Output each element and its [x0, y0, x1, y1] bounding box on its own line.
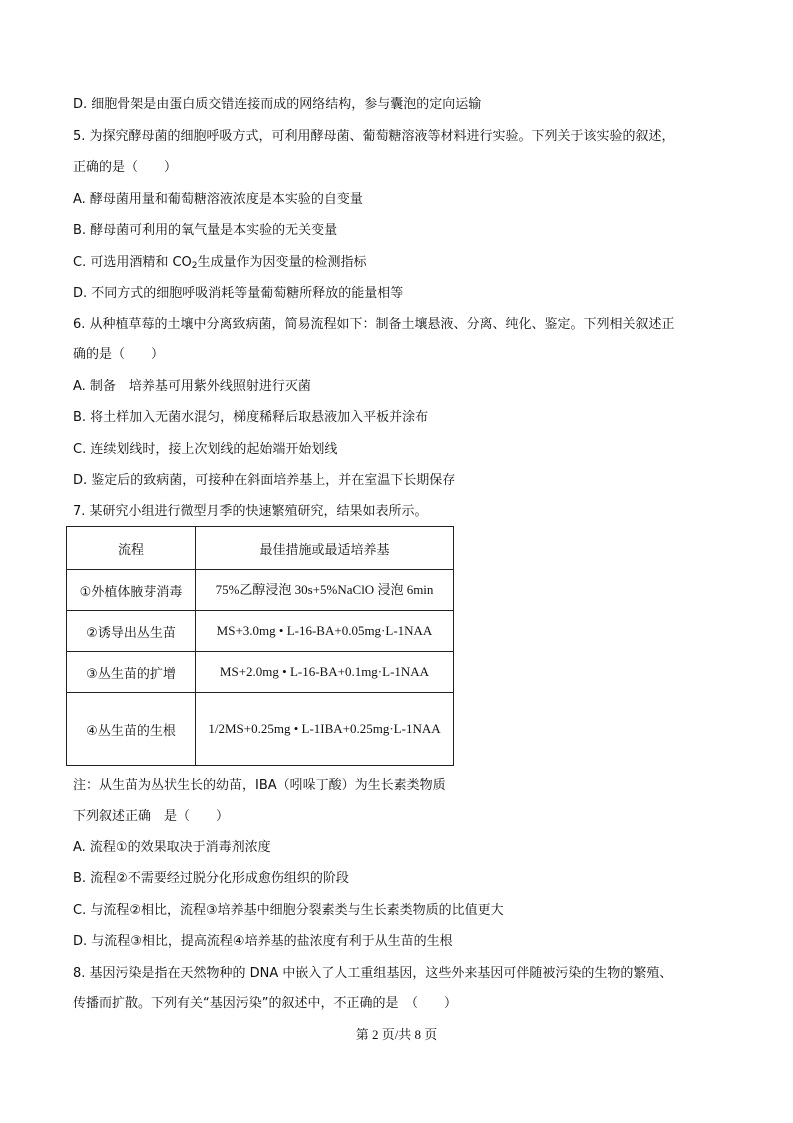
question-8-stem: 8. 基因污染是指在天然物种的 DNA 中嵌入了人工重组基因，这些外来基因可伴随被污染的生物的繁殖、: [73, 966, 673, 981]
question-5-stem: 5. 为探究酵母菌的细胞呼吸方式，可利用酵母菌、葡萄糖溶液等材料进行实验。下列关于该实验的叙述，: [73, 129, 675, 144]
question-7-stem: 7. 某研究小组进行微型月季的快速繁殖研究，结果如表所示。: [73, 504, 428, 519]
table-row: [67, 652, 454, 693]
question-5-stem-cont: 正确的是（ ）: [73, 160, 178, 175]
q7-option-a: A. 流程①的效果取决于消毒剂浓度: [73, 840, 271, 855]
q7-option-c: C. 与流程②相比，流程③培养基中细胞分裂素类与生长素类物质的比值更大: [73, 903, 504, 918]
table-note: 注：从生苗为丛状生长的幼苗，IBA（吲哚丁酸）为生长素类物质: [73, 778, 446, 793]
q5-option-a: A. 酵母菌用量和葡萄糖溶液浓度是本实验的自变量: [73, 192, 363, 207]
experiment-table: [66, 526, 454, 766]
table-header-row: [67, 527, 454, 570]
table-cell-treatment: MS+3.0mg • L-16-BA+0.05mg·L-1NAA: [196, 611, 454, 652]
q5-option-b: B. 酵母菌可利用的氧气量是本实验的无关变量: [73, 223, 338, 238]
page-footer: 第 2 页/共 8 页: [355, 1027, 438, 1042]
q5-option-d: D. 不同方式的细胞呼吸消耗等量葡萄糖所释放的能量相等: [73, 286, 404, 301]
question-6-stem: 6. 从种植草莓的土壤中分离致病菌，简易流程如下：制备土壤悬液、分离、纯化、鉴定。下列相关叙述正: [73, 317, 675, 332]
q6-option-d: D. 鉴定后的致病菌，可接种在斜面培养基上，并在室温下长期保存: [73, 473, 456, 488]
q6-option-c: C. 连续划线时，接上次划线的起始端开始划线: [73, 442, 338, 457]
q7-option-b: B. 流程②不需要经过脱分化形成愈伤组织的阶段: [73, 871, 349, 886]
table-cell-step: ②诱导出丛生苗: [67, 611, 196, 652]
q6-option-b: B. 将土样加入无菌水混匀，梯度稀释后取悬液加入平板并涂布: [73, 410, 429, 425]
question-6-stem-cont: 确的是（ ）: [73, 347, 165, 362]
table-header-cell: 最佳措施或最适培养基: [196, 527, 454, 570]
table-cell-treatment: MS+2.0mg • L-16-BA+0.1mg·L-1NAA: [196, 652, 454, 693]
table-cell-treatment: 1/2MS+0.25mg • L-1IBA+0.25mg·L-1NAA: [196, 693, 454, 766]
table-cell-step: ①外植体腋芽消毒: [67, 570, 196, 611]
table-header-cell: 流程: [67, 527, 196, 570]
table-cell-step: ③丛生苗的扩增: [67, 652, 196, 693]
option-4d: D. 细胞骨架是由蛋白质交错连接而成的网络结构，参与囊泡的定向运输: [73, 97, 482, 112]
q5-option-c: C. 可选用酒精和 $CO_2$生成量作为因变量的检测指标: [73, 255, 367, 271]
q7-option-d: D. 与流程③相比，提高流程④培养基的盐浓度有利于从生苗的生根: [73, 934, 453, 949]
table-cell-treatment: 75%乙醇浸泡 30s+5%NaClO 浸泡 6min: [196, 570, 454, 611]
question-8-stem-cont: 传播而扩散。下列有关“基因污染”的叙述中，不正确的是 （ ）: [73, 996, 457, 1011]
table-row: [67, 611, 454, 652]
co2-subscript: 2: [191, 261, 198, 271]
question-7-prompt: 下列叙述正确 是（ ）: [73, 809, 230, 824]
table-cell-step: ④丛生苗的生根: [67, 693, 196, 766]
table-row: [67, 693, 454, 766]
q6-option-a: A. 制备 培养基可用紫外线照射进行灭菌: [73, 379, 311, 394]
table-row: [67, 570, 454, 611]
